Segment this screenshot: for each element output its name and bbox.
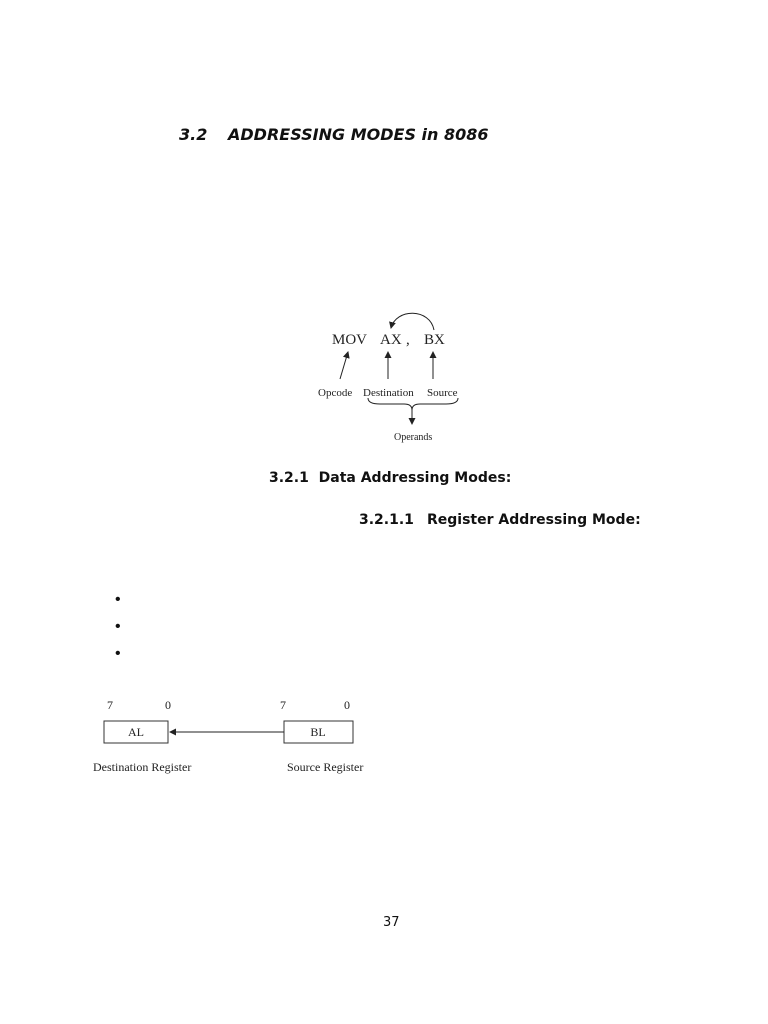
bullet-3: • bbox=[115, 645, 121, 662]
dest-register-caption: Destination Register bbox=[93, 760, 192, 774]
section-title: ADDRESSING MODES in 8086 bbox=[228, 125, 489, 144]
src-register-caption: Source Register bbox=[287, 760, 364, 774]
data-transfer-arrow bbox=[391, 313, 434, 330]
src-operand-text: BX bbox=[424, 332, 445, 348]
dest-label: Destination bbox=[363, 387, 414, 399]
register-transfer-figure bbox=[90, 695, 380, 780]
opcode-arrow bbox=[340, 352, 348, 379]
src-lsb-label: 0 bbox=[344, 698, 350, 712]
src-msb-label: 7 bbox=[280, 698, 286, 712]
subsection-heading bbox=[269, 470, 511, 486]
section-number: 3.2 bbox=[179, 125, 208, 144]
dest-operand-text: AX bbox=[380, 332, 402, 348]
bullet-2: • bbox=[115, 618, 121, 635]
page-number: 37 bbox=[383, 915, 400, 930]
subsubsection-title: Register Addressing Mode: bbox=[427, 512, 641, 528]
src-register-name: BL bbox=[310, 725, 326, 739]
subsection-title: Data Addressing Modes: bbox=[318, 470, 512, 486]
dest-msb-label: 7 bbox=[107, 698, 113, 712]
opcode-label: Opcode bbox=[318, 387, 353, 399]
operands-brace bbox=[368, 398, 458, 410]
dest-register-name: AL bbox=[128, 725, 144, 739]
bullet-1: • bbox=[115, 591, 121, 608]
subsubsection-number: 3.2.1.1 bbox=[359, 512, 414, 528]
instruction-format-figure bbox=[310, 306, 470, 448]
dest-lsb-label: 0 bbox=[165, 698, 171, 712]
opcode-text: MOV bbox=[332, 332, 368, 348]
comma-text: , bbox=[406, 332, 410, 348]
src-label: Source bbox=[427, 387, 458, 399]
subsection-number: 3.2.1 bbox=[269, 470, 309, 486]
operands-label: Operands bbox=[394, 432, 433, 443]
